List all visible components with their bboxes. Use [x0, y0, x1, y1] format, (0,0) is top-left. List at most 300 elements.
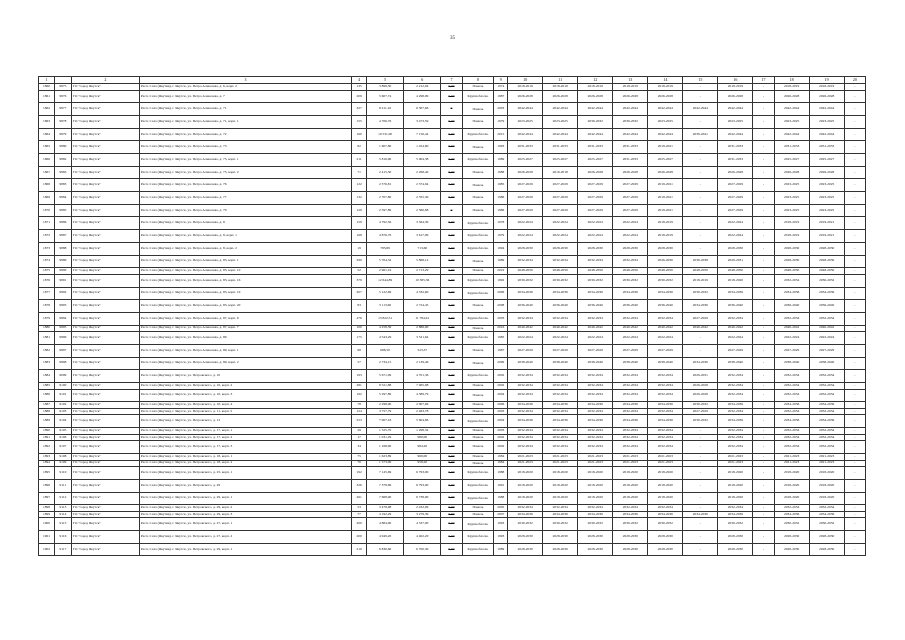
- nonresidential-area: 0,00: [441, 453, 462, 460]
- period-col-12: 2032-2034: [578, 255, 613, 268]
- period-col-16: 2027-2029: [718, 192, 753, 205]
- period-col-14: 2032-2034: [648, 312, 683, 325]
- period-col-12: 2026-2028: [578, 90, 613, 103]
- period-col-16: 2023-2025: [718, 115, 753, 128]
- table-row: [39, 204, 866, 217]
- col-20: -: [844, 217, 865, 230]
- period-col-10: 2038-2040: [508, 357, 543, 370]
- row-number: 1900: [39, 518, 55, 531]
- municipality: ГО "город Якутск": [71, 192, 139, 205]
- period-col-12: 2048-2050: [578, 268, 613, 275]
- total-area: 2 415,50: [367, 166, 404, 179]
- period-col-10: 2018-2020: [508, 479, 543, 492]
- nonresidential-area: 0,00: [441, 90, 462, 103]
- residents: 57: [352, 357, 367, 370]
- municipality: ГО "город Якутск": [71, 382, 139, 389]
- period-col-12: 2032-2034: [578, 312, 613, 325]
- residents: 160: [352, 128, 367, 141]
- period-col-18: 2032-2034: [774, 505, 809, 512]
- period-col-14: 2032-2034: [648, 441, 683, 454]
- period-col-14: 2018-2019: [648, 84, 683, 91]
- period-col-12: 2034-2036: [578, 415, 613, 428]
- wall-material: Крупноблочн.: [462, 230, 494, 243]
- period-col-11: 2027-2029: [543, 344, 578, 357]
- period-col-18: 2028-2030: [774, 531, 809, 544]
- period-col-13: 2021-2023: [613, 460, 648, 467]
- period-col-15: -: [683, 460, 718, 467]
- build-year: 2019: [494, 268, 508, 275]
- period-col-18: 2018-2020: [774, 467, 809, 480]
- municipality: ГО "город Якутск": [71, 128, 139, 141]
- residents: 327: [352, 103, 367, 116]
- period-col-12: 2032-2034: [578, 434, 613, 441]
- period-col-10: 2042-2044: [508, 103, 543, 116]
- period-col-11: 2021-2023: [543, 453, 578, 460]
- period-col-11: 2022-2024: [543, 230, 578, 243]
- period-col-13: 2028-2030: [613, 531, 648, 544]
- col-20: -: [844, 518, 865, 531]
- period-col-11: 2018-2020: [543, 479, 578, 492]
- period-col-14: 2023-2025: [648, 115, 683, 128]
- period-col-11: 2018-2020: [543, 467, 578, 480]
- nonresidential-area: 0,00: [441, 402, 462, 409]
- period-col-12: 2030-2032: [578, 274, 613, 287]
- col-17: -: [753, 255, 774, 268]
- col-17: -: [753, 312, 774, 325]
- period-col-16: 2026-2028: [718, 166, 753, 179]
- residents: 19: [352, 242, 367, 255]
- period-col-14: 2034-2036: [648, 415, 683, 428]
- period-col-16: 2028-2030: [718, 543, 753, 556]
- municipality: ГО "город Якутск": [71, 204, 139, 217]
- period-col-18: 2023-2025: [774, 204, 809, 217]
- period-col-18: 2032-2034: [774, 434, 809, 441]
- period-col-10: 2032-2034: [508, 434, 543, 441]
- row-number: 1877: [39, 287, 55, 300]
- col-20: -: [844, 115, 865, 128]
- period-col-10: 2022-2024: [508, 230, 543, 243]
- col-5-header: 5: [367, 77, 404, 84]
- period-col-10: 2034-2036: [508, 287, 543, 300]
- period-col-13: 2032-2034: [613, 428, 648, 435]
- period-col-16: 2022-2024: [718, 217, 753, 230]
- period-col-10: 2032-2034: [508, 370, 543, 383]
- house-code: 9101: [54, 389, 71, 402]
- period-col-11: 2040-2042: [543, 325, 578, 332]
- municipality: ГО "город Якутск": [71, 103, 139, 116]
- total-area: 10 531,00: [367, 128, 404, 141]
- wall-material: Панель: [462, 300, 494, 313]
- period-col-18: 2028-2030: [774, 543, 809, 556]
- period-col-11: 2030-2032: [543, 518, 578, 531]
- house-code: 9880: [54, 141, 71, 154]
- build-year: 1986: [494, 192, 508, 205]
- period-col-15: -: [683, 453, 718, 460]
- period-col-19: 2027-2029: [809, 344, 844, 357]
- address: Респ. Саха (Якутия), г. Якутск, ул. Петровского, д. 10: [139, 370, 351, 383]
- period-col-10: 2034-2036: [508, 402, 543, 409]
- period-col-15: -: [683, 505, 718, 512]
- period-col-12: 2032-2034: [578, 382, 613, 389]
- municipality: ГО "город Якутск": [71, 166, 139, 179]
- nonresidential-area: 0,00: [441, 128, 462, 141]
- col-20: -: [844, 370, 865, 383]
- period-col-18: 2042-2044: [774, 103, 809, 116]
- address: Респ. Саха (Якутия), г. Якутск, ул. Петровского, д. 18, корп. 2: [139, 460, 351, 467]
- period-col-15: -: [683, 217, 718, 230]
- municipality: ГО "город Якутск": [71, 217, 139, 230]
- total-area: 13 822,51: [367, 312, 404, 325]
- col-20: -: [844, 268, 865, 275]
- period-col-11: 2030-2032: [543, 274, 578, 287]
- house-code: 9117: [54, 543, 71, 556]
- period-col-14: 2021-2023: [648, 453, 683, 460]
- nonresidential-area: 0,00: [441, 115, 462, 128]
- col-10-header: 10: [508, 77, 543, 84]
- address: Респ. Саха (Якутия), г. Якутск, ул. Петра Алексеева, д. 8, корп. 2: [139, 242, 351, 255]
- address: Респ. Саха (Якутия), г. Якутск, ул. Петра Алексеева, д. 71, корп. 1: [139, 115, 351, 128]
- table-row: [39, 268, 866, 275]
- build-year: 2004: [494, 389, 508, 402]
- total-area: 12 644,89: [367, 274, 404, 287]
- col-14-header: 14: [648, 77, 683, 84]
- table-row: [39, 344, 866, 357]
- col-17: -: [753, 268, 774, 275]
- period-col-15: 2034-2036: [683, 511, 718, 518]
- nonresidential-area: 0: [441, 103, 462, 116]
- col-1-header: 1: [39, 77, 55, 84]
- municipality: ГО "город Якутск": [71, 428, 139, 435]
- municipality: ГО "город Якутск": [71, 325, 139, 332]
- period-col-18: 2032-2034: [774, 274, 809, 287]
- period-col-12: 2032-2034: [578, 408, 613, 415]
- col-17: -: [753, 441, 774, 454]
- total-area: 4 876,76: [367, 230, 404, 243]
- period-col-13: 2018-2019: [613, 84, 648, 91]
- nonresidential-area: 0,00: [441, 543, 462, 556]
- house-code: 9882: [54, 154, 71, 167]
- col-20: -: [844, 428, 865, 435]
- living-area: 1 298,34: [404, 428, 441, 435]
- row-number: 1861: [39, 90, 55, 103]
- total-area: 4 706,76: [367, 115, 404, 128]
- build-year: 1985: [494, 179, 508, 192]
- nonresidential-area: 0,00: [441, 179, 462, 192]
- period-col-12: 2028-2030: [578, 543, 613, 556]
- period-col-14: 2019-2021: [648, 192, 683, 205]
- period-col-15: 2034-2036: [683, 357, 718, 370]
- period-col-12: 2018-2020: [578, 492, 613, 505]
- wall-material: Панель: [462, 204, 494, 217]
- period-col-16: 2027-2029: [718, 179, 753, 192]
- col-20: -: [844, 453, 865, 460]
- table-row: [39, 90, 866, 103]
- address: Респ. Саха (Якутия), г. Якутск, ул. Петровского, д. 10, корп. 3: [139, 389, 351, 402]
- build-year: 2009: [494, 357, 508, 370]
- table-row: [39, 357, 866, 370]
- col-20: -: [844, 154, 865, 167]
- period-col-15: 2030-2032: [683, 402, 718, 409]
- nonresidential-area: 0,00: [441, 84, 462, 91]
- period-col-18: 2032-2034: [774, 382, 809, 389]
- period-col-13: 2030-2032: [613, 115, 648, 128]
- total-area: 8 211,16: [367, 103, 404, 116]
- residents: 71: [352, 166, 367, 179]
- table-row: [39, 287, 866, 300]
- col-17: -: [753, 128, 774, 141]
- period-col-15: -: [683, 166, 718, 179]
- residents: 379: [352, 274, 367, 287]
- period-col-19: 2018-2020: [809, 479, 844, 492]
- period-col-13: 2021-2023: [613, 453, 648, 460]
- col-8-header: 8: [462, 77, 494, 84]
- period-col-15: -: [683, 90, 718, 103]
- living-area: 2 355,30: [404, 192, 441, 205]
- house-code: 9103: [54, 408, 71, 415]
- table-row: [39, 325, 866, 332]
- wall-material: Панель: [462, 389, 494, 402]
- residents: 159: [352, 217, 367, 230]
- period-col-15: 2039-2041: [683, 128, 718, 141]
- period-col-13: 2038-2040: [613, 357, 648, 370]
- period-col-15: 2042-2044: [683, 103, 718, 116]
- period-col-19: 2036-2040: [809, 300, 844, 313]
- nonresidential-area: 0,00: [441, 370, 462, 383]
- period-col-18: 2031-2033: [774, 141, 809, 154]
- municipality: ГО "город Якутск": [71, 460, 139, 467]
- period-col-16: 2018-2020: [718, 467, 753, 480]
- house-code: 9877: [54, 103, 71, 116]
- house-code: 9883: [54, 166, 71, 179]
- living-area: 2 463,78: [404, 408, 441, 415]
- table-row: [39, 242, 866, 255]
- wall-material: Крупноблочн.: [462, 531, 494, 544]
- period-col-19: 2023-2025: [809, 192, 844, 205]
- nonresidential-area: 0,00: [441, 192, 462, 205]
- col-17: -: [753, 467, 774, 480]
- col-20: -: [844, 255, 865, 268]
- period-col-13: 2032-2034: [613, 255, 648, 268]
- nonresidential-area: 0,00: [441, 511, 462, 518]
- wall-material: Панель: [462, 408, 494, 415]
- col-17: -: [753, 370, 774, 383]
- period-col-10: 2028-2030: [508, 531, 543, 544]
- period-col-11: 2042-2044: [543, 103, 578, 116]
- period-col-16: 2034-2036: [718, 287, 753, 300]
- period-col-12: 2040-2042: [578, 325, 613, 332]
- table-row: [39, 382, 866, 389]
- period-col-10: 2031-2033: [508, 141, 543, 154]
- living-area: 713,60: [404, 242, 441, 255]
- house-code: 9115: [54, 518, 71, 531]
- address: Респ. Саха (Якутия), г. Якутск, ул. Петровского, д. 10, корп. 2: [139, 382, 351, 389]
- wall-material: Панель: [462, 434, 494, 441]
- house-code: 9106: [54, 434, 71, 441]
- house-code: 9113: [54, 505, 71, 512]
- residents: 83: [352, 300, 367, 313]
- municipality: ГО "город Якутск": [71, 179, 139, 192]
- build-year: 2005: [494, 505, 508, 512]
- residents: 207: [352, 287, 367, 300]
- period-col-16: 2030-2032: [718, 518, 753, 531]
- period-col-19: 2021-2023: [809, 460, 844, 467]
- col-17-header: 17: [753, 77, 774, 84]
- period-col-18: 2034-2036: [774, 287, 809, 300]
- house-code: 9892: [54, 287, 71, 300]
- build-year: 1978: [494, 217, 508, 230]
- period-col-19: 2032-2034: [809, 312, 844, 325]
- period-col-19: 2032-2034: [809, 441, 844, 454]
- period-col-13: 2036-2040: [613, 300, 648, 313]
- row-number: 1893: [39, 453, 55, 460]
- period-col-14: 2022-2024: [648, 332, 683, 345]
- period-col-14: 2018-2020: [648, 492, 683, 505]
- nonresidential-area: 0,00: [441, 389, 462, 402]
- period-col-19: 2018-2020: [809, 467, 844, 480]
- table-row: [39, 543, 866, 556]
- living-area: 2 432,09: [404, 505, 441, 512]
- period-col-19: 2048-2050: [809, 268, 844, 275]
- municipality: ГО "город Якутск": [71, 141, 139, 154]
- row-number: 1890: [39, 428, 55, 435]
- period-col-11: 2032-2034: [543, 441, 578, 454]
- period-col-15: 2036-2038: [683, 255, 718, 268]
- period-col-18: 2032-2034: [774, 370, 809, 383]
- residents: 290: [352, 255, 367, 268]
- build-year: 2003: [494, 103, 508, 116]
- wall-material: Панель: [462, 179, 494, 192]
- build-year: 1988: [494, 467, 508, 480]
- living-area: 4 402,20: [404, 531, 441, 544]
- total-area: 2 576,81: [367, 179, 404, 192]
- period-col-11: 2018-2019: [543, 84, 578, 91]
- period-col-10: 2034-2036: [508, 511, 543, 518]
- col-20: -: [844, 141, 865, 154]
- build-year: 2002: [494, 370, 508, 383]
- period-col-14: 2028-2030: [648, 242, 683, 255]
- period-col-18: 2036-2040: [774, 300, 809, 313]
- house-code: 9114: [54, 511, 71, 518]
- wall-material: Панель: [462, 166, 494, 179]
- municipality: ГО "город Якутск": [71, 479, 139, 492]
- total-area: 7 668,00: [367, 492, 404, 505]
- build-year: 2003: [494, 428, 508, 435]
- living-area: 7 065,98: [404, 382, 441, 389]
- wall-material: Панель: [462, 268, 494, 275]
- residents: 219: [352, 543, 367, 556]
- build-year: 2003: [494, 408, 508, 415]
- municipality: ГО "город Якутск": [71, 84, 139, 91]
- municipality: ГО "город Якутск": [71, 518, 139, 531]
- house-code: 9884: [54, 192, 71, 205]
- nonresidential-area: 0,00: [441, 492, 462, 505]
- house-code: 9894: [54, 312, 71, 325]
- municipality: ГО "город Якутск": [71, 389, 139, 402]
- residents: 75: [352, 453, 367, 460]
- house-code: 9105: [54, 428, 71, 435]
- col-20: -: [844, 274, 865, 287]
- period-col-13: 2032-2034: [613, 505, 648, 512]
- build-year: 2004: [494, 415, 508, 428]
- wall-material: Крупноблочн.: [462, 217, 494, 230]
- house-code: 9898: [54, 357, 71, 370]
- period-col-18: 2028-2030: [774, 255, 809, 268]
- total-area: 1 168,00: [367, 441, 404, 454]
- period-col-19: 2023-2025: [809, 115, 844, 128]
- residents: 34: [352, 441, 367, 454]
- period-col-16: 2028-2030: [718, 531, 753, 544]
- residents: 124: [352, 408, 367, 415]
- residents: 29: [352, 428, 367, 435]
- nonresidential-area: 0,00: [441, 531, 462, 544]
- col-20: -: [844, 415, 865, 428]
- period-col-13: 2018-2020: [613, 467, 648, 480]
- period-col-15: -: [683, 179, 718, 192]
- residents: 326: [352, 479, 367, 492]
- address: Респ. Саха (Якутия), г. Якутск, ул. Петровского, д. 25, корп. 1: [139, 467, 351, 480]
- municipality: ГО "город Якутск": [71, 154, 139, 167]
- table-row: [39, 460, 866, 467]
- house-code: 9099: [54, 370, 71, 383]
- period-col-13: 2032-2034: [613, 370, 648, 383]
- address: Респ. Саха (Якутия), г. Якутск, ул. Петра Алексеева, д. 71: [139, 103, 351, 116]
- period-col-10: 2021-2023: [508, 460, 543, 467]
- col-17: -: [753, 344, 774, 357]
- total-area: 2 298,00: [367, 402, 404, 409]
- period-col-13: 2042-2044: [613, 128, 648, 141]
- period-col-13: 2032-2034: [613, 408, 648, 415]
- wall-material: Крупноблочн.: [462, 518, 494, 531]
- period-col-11: 2028-2030: [543, 531, 578, 544]
- table-row: [39, 217, 866, 230]
- living-area: 3 617,99: [404, 230, 441, 243]
- col-17: -: [753, 479, 774, 492]
- period-col-16: 2031-2033: [718, 141, 753, 154]
- residents: 209: [352, 90, 367, 103]
- period-col-19: 2021-2023: [809, 453, 844, 460]
- row-number: 1880: [39, 325, 55, 332]
- address: Респ. Саха (Якутия), г. Якутск, ул. Петровского, д. 29, корп. 1: [139, 543, 351, 556]
- period-col-19: 2030-2032: [809, 518, 844, 531]
- table-row: [39, 505, 866, 512]
- living-area: 6 738,90: [404, 492, 441, 505]
- period-col-18: 2023-2025: [774, 179, 809, 192]
- wall-material: Панель: [462, 192, 494, 205]
- period-col-16: 2032-2034: [718, 505, 753, 512]
- col-17: -: [753, 402, 774, 409]
- period-col-12: 2034-2036: [578, 287, 613, 300]
- row-number: 1863: [39, 115, 55, 128]
- period-col-13: 2034-2036: [613, 402, 648, 409]
- table-row: [39, 332, 866, 345]
- municipality: ГО "город Якутск": [71, 268, 139, 275]
- col-20: -: [844, 434, 865, 441]
- row-number: 1873: [39, 242, 55, 255]
- period-col-18: 2026-2028: [774, 90, 809, 103]
- period-col-19: 2019-2021: [809, 217, 844, 230]
- house-code: 9104: [54, 415, 71, 428]
- nonresidential-area: 0: [441, 204, 462, 217]
- period-col-19: 2032-2034: [809, 382, 844, 389]
- nonresidential-area: 0,00: [441, 255, 462, 268]
- address: Респ. Саха (Якутия), г. Якутск, ул. Петра Алексеева, д. 76: [139, 179, 351, 192]
- address: Респ. Саха (Якутия), г. Якутск, ул. Петра Алексеева, д. 87, корп. 7: [139, 325, 351, 332]
- table-row: [39, 402, 866, 409]
- col-20: -: [844, 325, 865, 332]
- period-col-11: 2025-2027: [543, 154, 578, 167]
- wall-material: Панель: [462, 453, 494, 460]
- total-area: 4 192,29: [367, 511, 404, 518]
